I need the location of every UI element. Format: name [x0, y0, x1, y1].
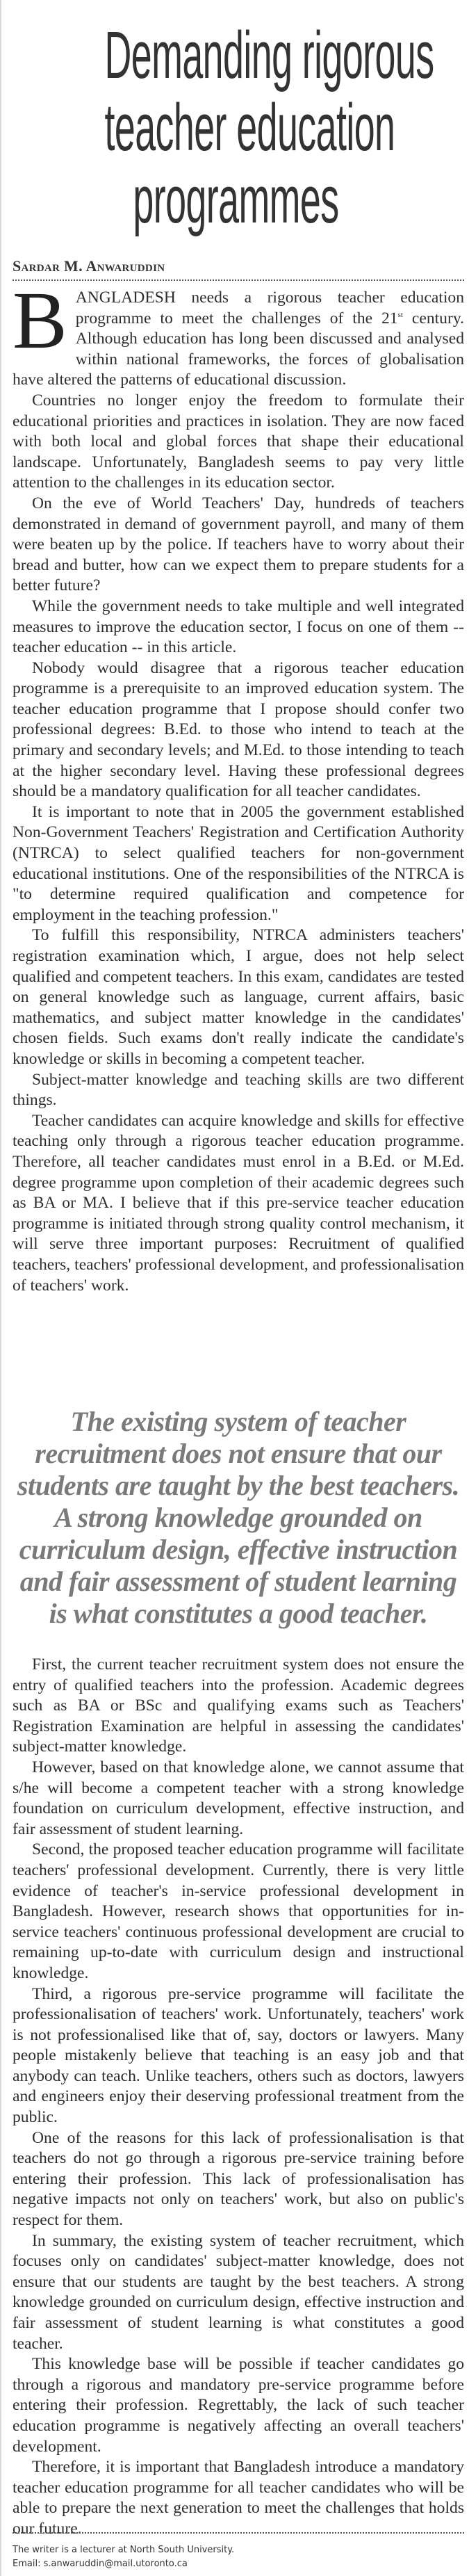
- article-paragraph: On the eve of World Teachers' Day, hundreds of teachers demonstrated in demand of government payroll, and many of them were beaten up by the police. If teachers have to worry about their bread and butter, how can we expect them to prepare students for a better future?: [13, 494, 464, 595]
- article-paragraph: First, the current teacher recruitment system does not ensure the entry of qualified teachers into the profession. Academic degrees such as BA or BSc and qualifying exams such as Teachers' Registration Examination are helpful in assessing the candidates' subject-matter knowledge.: [13, 1655, 464, 1756]
- article-paragraph: This knowledge base will be possible if teacher candidates go through a rigorous and mandatory pre-service programme before entering their profession. Regrettably, the lack of such teacher education programme is negatively affecting an overall teachers' development.: [13, 2355, 464, 2456]
- divider: [13, 280, 464, 281]
- article-paragraph: [13, 275, 464, 391]
- article-title: [1, 19, 469, 236]
- article-paragraph: While the government needs to take multiple and well integrated measures to improve the education sector, I focus on one of them -- teacher education -- in this article.: [13, 597, 464, 657]
- article-paragraph: Subject-matter knowledge and teaching skills are two different things.: [13, 1070, 464, 1110]
- drop-cap: B: [13, 275, 67, 366]
- article-paragraph: Teacher candidates can acquire knowledge and skills for effective teaching only through a rigorous teacher education programme. Therefore, all teacher candidates must enrol in a B.Ed. or M.Ed. degree programme upon completion of their academic degrees such as BA or MA. I believe that if this pre-service teacher education programme is initiated through strong quality control mechanism, it will serve three important purposes: Recruitment of qualified teachers, teachers' professional development, and professionalisation of teachers' work.: [13, 1111, 464, 1295]
- article-paragraph: To fulfill this responsibility, NTRCA administers teachers' registration examination which, I argue, does not help select qualified and competent teachers. In this exam, candidates are tested on general knowledge such as language, current affairs, basic mathematics, and subject matter knowledge in the candidates' chosen fields. Such exams don't really indicate the candidate's knowledge or skills in becoming a competent teacher.: [13, 926, 464, 1068]
- article-paragraph: However, based on that knowledge alone, we cannot assume that s/he will become a competent teacher with a strong knowledge foundation on curriculum development, effective instruction, and fair assessment of student learning.: [13, 1758, 464, 1838]
- superscript: st: [397, 310, 403, 319]
- article-paragraph: Countries no longer enjoy the freedom to formulate their educational priorities and practices in isolation. They are now faced with both local and global forces that shape their educational landscape. Unfortunately, Bangladesh seems to pay very little attention to the challenges in its education sector.: [13, 391, 464, 492]
- author-affiliation: The writer is a lecturer at North South University.: [13, 2545, 235, 2555]
- article-paragraph: Nobody would disagree that a rigorous teacher education programme is a prerequisite to an improved education system. The teacher education programme that I propose should confer two professional degrees: B.Ed. to those who intend to teach at the primary and secondary levels; and M.Ed. to those intending to teach at the higher secondary level. Having these professional degrees should be a mandatory qualification for all teacher candidates.: [13, 658, 464, 801]
- divider: [13, 2532, 464, 2534]
- title-line: Demanding rigorous: [104, 18, 434, 92]
- paragraph-rest: century. Although education has long been discussed and analysed within national frameworks, the forces of globalisation have altered the patterns of educational discussion.: [13, 309, 464, 389]
- article-paragraph: It is important to note that in 2005 the government established Non-Government Teachers' Registration and Certification Authority (NTRCA) to select qualified teachers for non-government educational institutions. One of the responsibilities of the NTRCA is "to determine required qualification and competence for employment in the teaching profession.": [13, 802, 464, 924]
- article-paragraph: In summary, the existing system of teacher recruitment, which focuses only on candidates' subject-matter knowledge, does not ensure that our students are taught by the best teachers. A strong knowledge grounded on curriculum design, effective instruction and fair assessment of student learning is what constitutes a good teacher.: [13, 2231, 464, 2353]
- paragraph-lead: ANGLADESH needs a rigorous teacher education programme to meet the challenges of the 21: [75, 289, 464, 327]
- article-paragraph: Therefore, it is important that Bangladesh introduce a mandatory teacher education programme for all teacher candidates who will be able to prepare the next generation to meet the challenges that holds our future.: [13, 2458, 464, 2538]
- article-body-part-2: [13, 1655, 464, 2540]
- title-line: programmes: [133, 163, 339, 237]
- article-body-part-1: [13, 275, 464, 1296]
- article-paragraph: Second, the proposed teacher education programme will facilitate teachers' professional development. Currently, there is very little evidence of teacher's in-service professional development in Bangladesh. However, research shows that opportunities for in-service teachers' continuous professional development are crucial to remaining up-to-date with curriculum design and instructional knowledge.: [13, 1840, 464, 1982]
- article-paragraph: Third, a rigorous pre-service programme will facilitate the professionalisation of teachers' work. Unfortunately, teachers' work is not professionalised like that of, say, doctors or lawyers. Many people mistakenly believe that teaching is an easy job and that anybody can teach. Unlike teachers, others such as doctors, lawyers and engineers enjoy their deserving professional treatment from the public.: [13, 1984, 464, 2127]
- author-email: Email: s.anwaruddin@mail.utoronto.ca: [13, 2559, 188, 2569]
- article-paragraph: One of the reasons for this lack of professionalisation is that teachers do not go through a rigorous pre-service training before entering their profession. This lack of professionalisation has negative impacts not only on teachers' work, but also on public's respect for them.: [13, 2128, 464, 2230]
- pull-quote: The existing system of teacher recruitment does not ensure that our students are taught by the best teachers. A strong knowledge grounded on curriculum design, effective instruction and fair assessment of student learning is what constitutes a good teacher.: [17, 1406, 460, 1629]
- author-byline: Sardar M. Anwaruddin: [13, 257, 165, 275]
- author-note: [13, 2543, 234, 2571]
- title-line: teacher education: [104, 90, 395, 165]
